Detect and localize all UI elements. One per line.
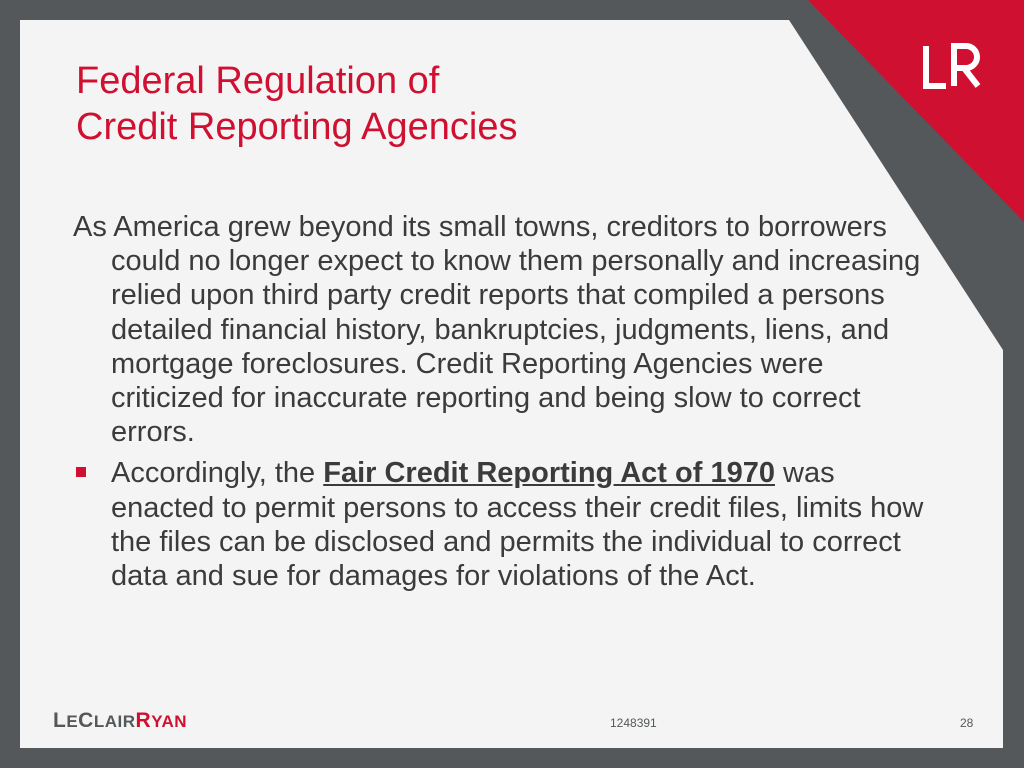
bullet-rest-text: was enacted to permit persons to access their credit files, limits how the files can be disclosed and permits the individual to correct data and sue for damages for violations of the Act. <box>111 457 924 593</box>
slide-title <box>76 58 517 150</box>
bullet-intro-text: Accordingly, the <box>111 457 324 490</box>
document-id: 1248391 <box>610 716 657 730</box>
body-paragraph: As America grew beyond its small towns, creditors to borrowers could no longer expect to know them personally and increasing relied upon third party credit reports that compiled a persons detailed financial history, bankruptcies, judgments, liens, and mortgage foreclosures. Credit Reporting Agencies were criticized for inaccurate reporting and being slow to correct errors. <box>73 211 921 449</box>
title-line-2: Credit Reporting Agencies <box>76 106 518 148</box>
lr-logo-icon <box>922 42 984 90</box>
page-number: 28 <box>960 716 974 730</box>
bullet-item <box>73 456 941 593</box>
square-bullet-icon <box>76 467 86 477</box>
fcra-link[interactable]: Fair Credit Reporting Act of 1970 <box>323 457 775 490</box>
slide-body <box>73 210 941 593</box>
title-line-1: Federal Regulation of <box>76 60 440 102</box>
leclairryan-logo: LECLAIRRYAN <box>53 709 188 732</box>
